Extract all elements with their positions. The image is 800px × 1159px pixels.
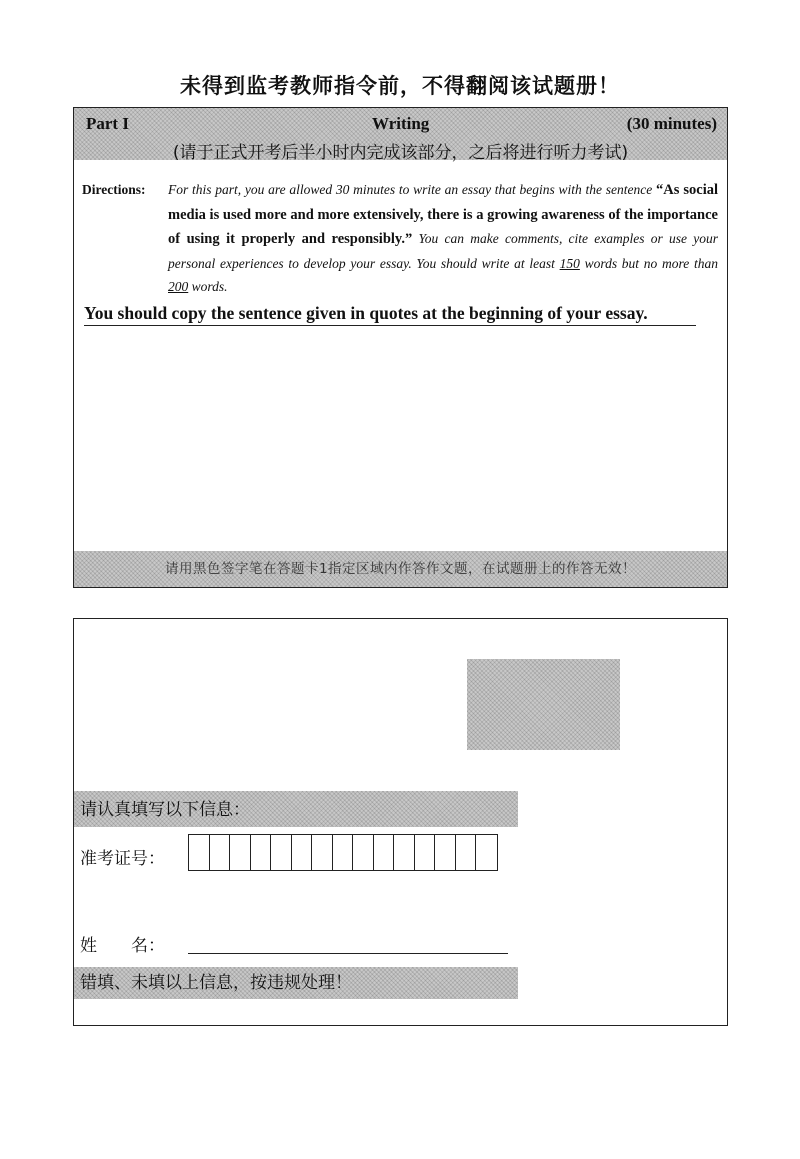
candidate-info-section — [73, 618, 728, 1026]
exam-id-cell[interactable] — [230, 835, 251, 870]
exam-id-cell[interactable] — [271, 835, 292, 870]
directions-label: Directions: — [82, 182, 146, 197]
max-words: 200 — [168, 279, 189, 294]
directions-text-4: words. — [188, 279, 228, 294]
directions-text-2: You can make comments, cite examples or use your personal experiences to develop your essay. You should write at least — [168, 231, 718, 271]
info-warning: 错填、未填以上信息，按违规处理！ — [74, 967, 518, 999]
exam-id-cell[interactable] — [353, 835, 374, 870]
exam-id-cell[interactable] — [189, 835, 210, 870]
answer-sheet-note: 请用黑色签字笔在答题卡1指定区域内作答作文题，在试题册上的作答无效！ — [74, 551, 727, 587]
page-title: 未得到监考教师指令前，不得翻阅该试题册！ — [180, 74, 620, 98]
name-field[interactable] — [188, 953, 508, 954]
exam-id-cell[interactable] — [251, 835, 272, 870]
exam-id-cell[interactable] — [456, 835, 477, 870]
min-words: 150 — [559, 255, 580, 271]
exam-id-cell[interactable] — [476, 835, 497, 870]
exam-id-cell[interactable] — [312, 835, 333, 870]
exam-id-cell[interactable] — [292, 835, 313, 870]
part-label: Part I — [86, 114, 129, 133]
part-header — [74, 108, 727, 163]
exam-id-label: 准考证号： — [80, 849, 165, 869]
exam-id-cell[interactable] — [210, 835, 231, 870]
directions-text-1: For this part, you are allowed 30 minutes to write an essay that begins with the sentence — [168, 182, 657, 197]
part-time: (30 minutes) — [626, 114, 717, 133]
photo-area — [467, 659, 620, 750]
exam-id-cell[interactable] — [435, 835, 456, 870]
exam-id-grid[interactable] — [188, 834, 498, 871]
info-header: 请认真填写以下信息： — [74, 791, 518, 827]
essay-opening-sentence: “As social media is used more and more extensively, there is a growing awareness of the importance of using it properly and responsibly.” — [168, 182, 719, 247]
exam-id-cell[interactable] — [394, 835, 415, 870]
exam-id-cell[interactable] — [333, 835, 354, 870]
part-title: Writing — [372, 114, 430, 133]
writing-section — [73, 107, 728, 588]
part-note: (请于正式开考后半小时内完成该部分，之后将进行听力考试) — [172, 143, 629, 163]
directions — [82, 178, 718, 299]
exam-id-cell[interactable] — [415, 835, 436, 870]
copy-instruction: You should copy the sentence given in quotes at the beginning of your essay. — [84, 303, 696, 326]
exam-id-cell[interactable] — [374, 835, 395, 870]
directions-text-3: words but no more than — [579, 255, 718, 271]
directions-text — [168, 178, 718, 299]
part-row — [82, 114, 717, 136]
name-label: 姓 名： — [80, 936, 165, 956]
